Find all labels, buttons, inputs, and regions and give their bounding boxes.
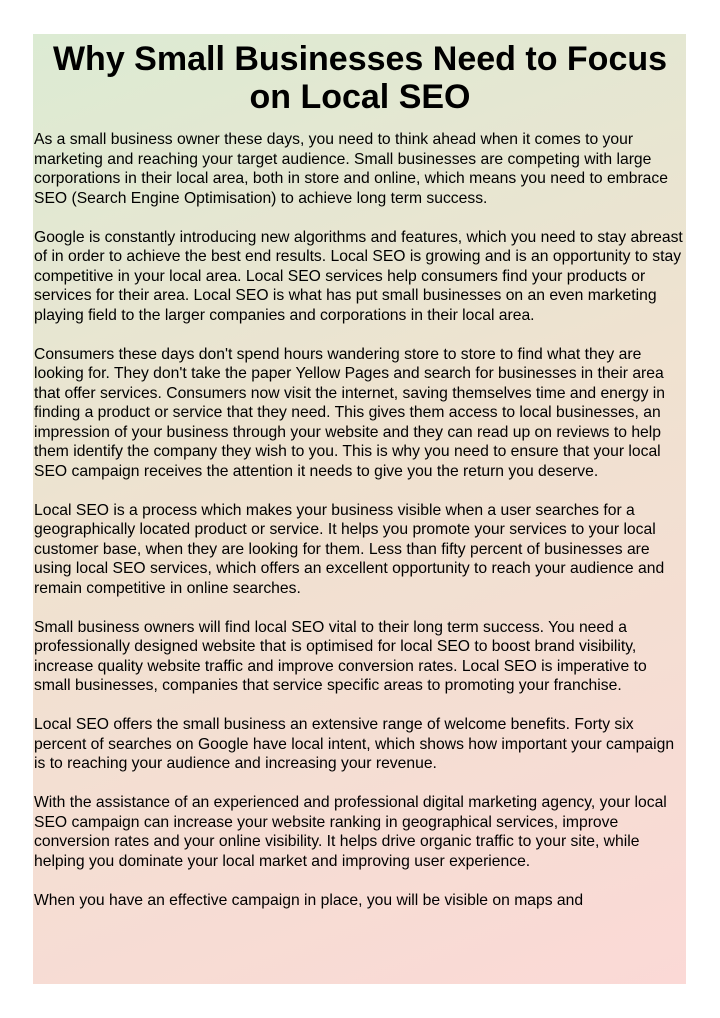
paragraph-7: With the assistance of an experienced and professional digital marketing agency, your local SEO campaign can increase your website ranking in geographical services, improve conversion rates and your online visibility. It helps drive organic traffic to your site, while helping you dominate your local market and improving user experience.: [34, 794, 667, 870]
paragraph-4: Local SEO is a process which makes your business visible when a user searches for a geographically located product or service. It helps you promote your services to your local customer base, when they are looking for them. Less than fifty percent of businesses are using local SEO services, which offers an excellent opportunity to reach your audience and remain competitive in online searches.: [34, 501, 665, 597]
document-title: Why Small Businesses Need to Focus on Local SEO: [52, 40, 668, 116]
paragraph-8: When you have an effective campaign in place, you will be visible on maps and: [34, 891, 584, 909]
paragraph-6: Local SEO offers the small business an extensive range of welcome benefits. Forty six percent of searches on Google have local intent, which shows how important your campaign is to reaching your audience and increasing your revenue.: [34, 716, 675, 772]
paragraph-2: Google is constantly introducing new algorithms and features, which you need to stay abreast of in order to achieve the best end results. Local SEO is growing and is an opportunity to stay competitive in your local area. Local SEO services help consumers find your products or services for their area. Local SEO is what has put small businesses on an even marketing playing field to the larger companies and corporations in their local area.: [34, 228, 683, 324]
paragraph-3: Consumers these days don't spend hours wandering store to store to find what they are looking for. They don't take the paper Yellow Pages and search for businesses in their area that offer services. Consumers now visit the internet, saving themselves time and energy in finding a product or service that they need. This gives them access to local businesses, an impression of your business through your website and they can read up on reviews to help them identify the company they wish to you. This is why you need to ensure that your local SEO campaign receives the attention it needs to give you the return you deserve.: [34, 345, 665, 480]
paragraph-5: Small business owners will find local SEO vital to their long term success. You need a professionally designed website that is optimised for local SEO to boost brand visibility, increase quality website traffic and improve conversion rates. Local SEO is imperative to small businesses, companies that service specific areas to promoting your franchise.: [34, 618, 647, 694]
paragraph-1: As a small business owner these days, you need to think ahead when it comes to your marketing and reaching your target audience. Small businesses are competing with large corporations in their local area, both in store and online, which means you need to embrace SEO (Search Engine Optimisation) to achieve long term success.: [34, 131, 668, 207]
document-page: [33, 34, 686, 984]
